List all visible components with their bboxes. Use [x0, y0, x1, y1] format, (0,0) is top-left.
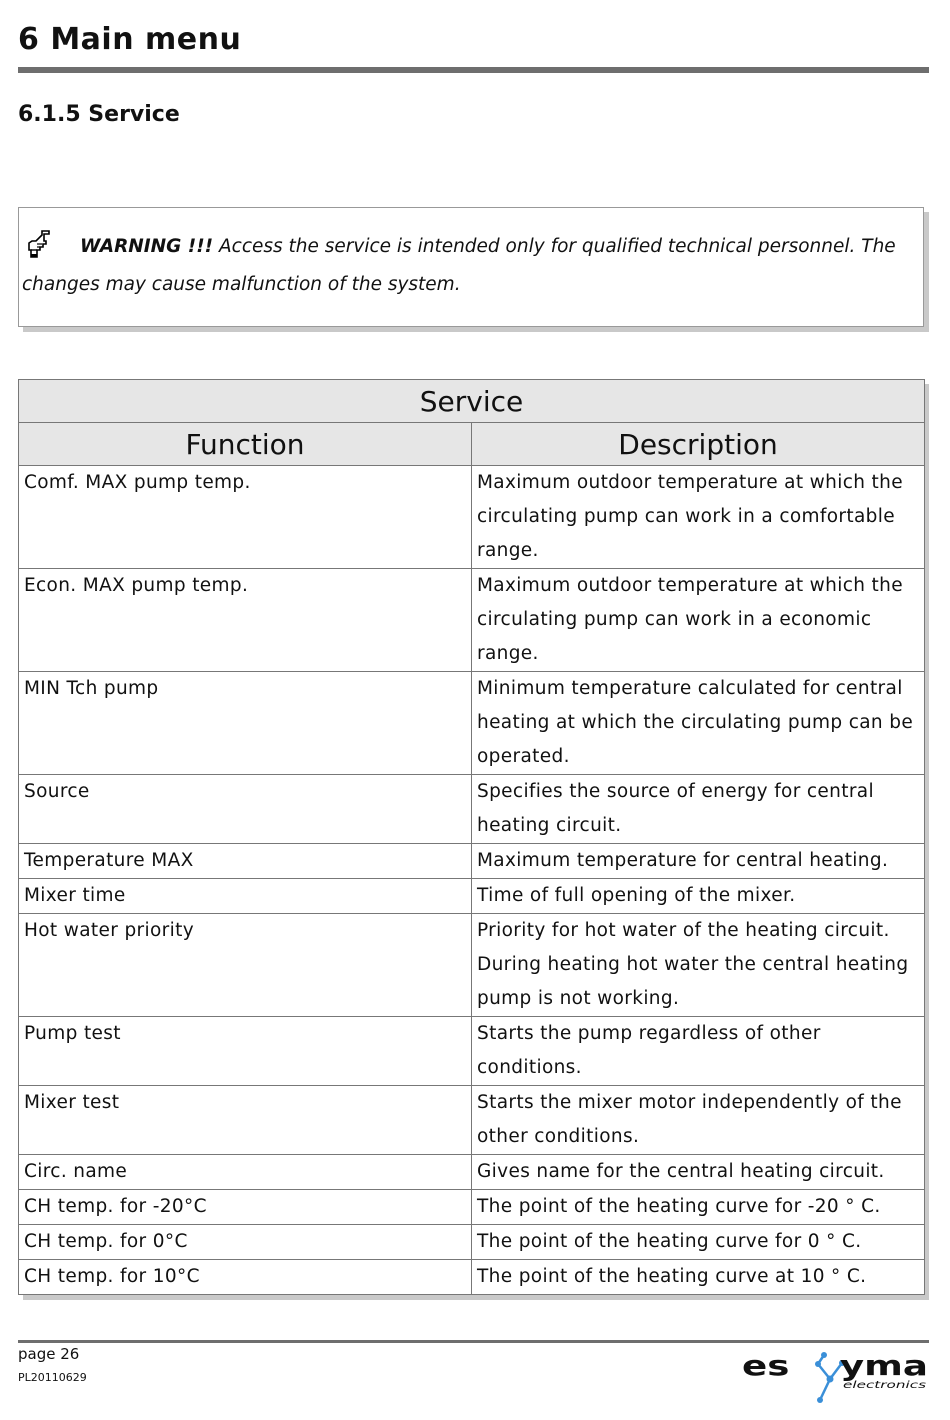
function-cell: Circ. name: [19, 1155, 472, 1190]
function-cell: Mixer test: [19, 1086, 472, 1155]
table-row: [19, 1225, 925, 1260]
description-cell: The point of the heating curve at 10 ° C.: [472, 1260, 925, 1295]
section-title: 6.1.5 Service: [18, 102, 180, 127]
warning-message: Access the service is intended only for qualified technical personnel. The changes may cause malfunction of the system.: [22, 236, 896, 295]
function-cell: Temperature MAX: [19, 844, 472, 879]
table-row: [19, 775, 925, 844]
description-cell: Maximum outdoor temperature at which the circulating pump can work in a comfortable range.: [472, 466, 925, 569]
table-row: [19, 569, 925, 672]
warning-label: WARNING !!!: [80, 236, 214, 257]
function-cell: CH temp. for -20°C: [19, 1190, 472, 1225]
table-row: [19, 1086, 925, 1155]
table-row: [19, 914, 925, 1017]
description-cell: Specifies the source of energy for central heating circuit.: [472, 775, 925, 844]
description-cell: Gives name for the central heating circuit.: [472, 1155, 925, 1190]
function-cell: Econ. MAX pump temp.: [19, 569, 472, 672]
function-cell: Mixer time: [19, 879, 472, 914]
warning-box: [18, 207, 924, 327]
table-caption: Service: [19, 380, 925, 423]
function-cell: CH temp. for 0°C: [19, 1225, 472, 1260]
function-cell: Pump test: [19, 1017, 472, 1086]
logo-text: es y ma: [742, 1351, 913, 1382]
function-cell: Hot water priority: [19, 914, 472, 1017]
pointing-hand-icon: [28, 230, 52, 258]
description-cell: Priority for hot water of the heating circuit. During heating hot water the central heating pump is not working.: [472, 914, 925, 1017]
chapter-title: 6 Main menu: [18, 22, 242, 57]
description-cell: Starts the pump regardless of other conditions.: [472, 1017, 925, 1086]
logo-subtext: electronics: [843, 1380, 926, 1391]
table-row: [19, 879, 925, 914]
function-cell: Source: [19, 775, 472, 844]
description-cell: Time of full opening of the mixer.: [472, 879, 925, 914]
description-cell: Maximum temperature for central heating.: [472, 844, 925, 879]
column-header-description: Description: [472, 423, 925, 466]
description-cell: The point of the heating curve for -20 ° C.: [472, 1190, 925, 1225]
page-number: page 26: [18, 1345, 80, 1363]
table-row: [19, 1155, 925, 1190]
table-row: [19, 1190, 925, 1225]
service-table: [18, 379, 925, 1295]
column-header-function: Function: [19, 423, 472, 466]
description-cell: Maximum outdoor temperature at which the circulating pump can work in a economic range.: [472, 569, 925, 672]
function-cell: Comf. MAX pump temp.: [19, 466, 472, 569]
table-row: [19, 1017, 925, 1086]
footer-divider: [18, 1340, 929, 1343]
function-cell: MIN Tch pump: [19, 672, 472, 775]
chapter-divider: [18, 67, 929, 73]
service-table-wrap: [18, 379, 924, 1295]
description-cell: The point of the heating curve for 0 ° C.: [472, 1225, 925, 1260]
table-row: [19, 672, 925, 775]
estyma-logo: [740, 1351, 930, 1405]
table-row: [19, 466, 925, 569]
table-row: [19, 844, 925, 879]
function-cell: CH temp. for 10°C: [19, 1260, 472, 1295]
document-code: PL20110629: [18, 1371, 87, 1384]
warning-text: [22, 228, 917, 304]
table-row: [19, 1260, 925, 1295]
description-cell: Starts the mixer motor independently of the other conditions.: [472, 1086, 925, 1155]
description-cell: Minimum temperature calculated for central heating at which the circulating pump can be operated.: [472, 672, 925, 775]
